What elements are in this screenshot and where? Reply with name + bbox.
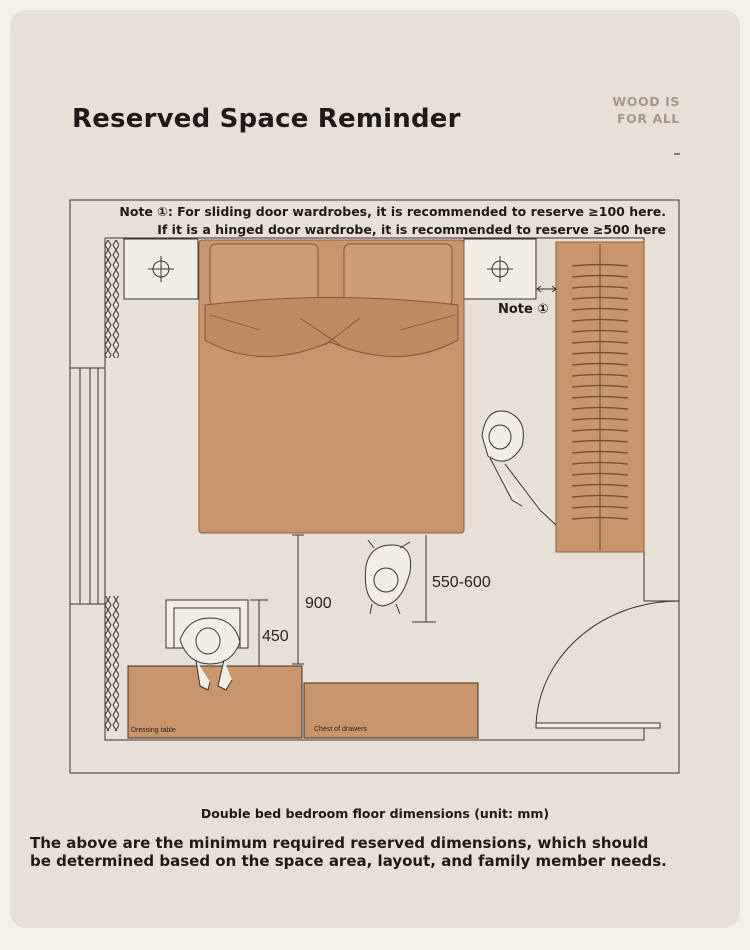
chest-of-drawers-label: Chest of drawers	[314, 726, 367, 733]
curtain-top	[105, 240, 119, 358]
chair-clearance-value: 450	[262, 628, 289, 645]
note-line-2: If it is a hinged door wardrobe, it is recommended to reserve ≥500 here	[157, 222, 666, 237]
nightstand-right	[464, 239, 536, 299]
note-line-1: Note ①: For sliding door wardrobes, it is recommended to reserve ≥100 here.	[119, 204, 666, 219]
curtain-bottom	[105, 596, 119, 731]
note-gap-marker	[537, 286, 556, 292]
walkway-value: 550-600	[432, 574, 491, 591]
door	[536, 601, 679, 728]
double-bed	[199, 240, 464, 533]
person-standing-icon	[365, 540, 410, 614]
bed-clearance-value: 900	[305, 595, 332, 612]
brand-line-1: WOOD IS	[612, 94, 680, 109]
footnote: The above are the minimum required reserved dimensions, which should be determined based on the space area, layout, and family member needs.	[30, 834, 667, 870]
page-title: Reserved Space Reminder	[72, 104, 461, 134]
wardrobe	[556, 242, 644, 552]
diagram-caption: Double bed bedroom floor dimensions (unit: mm)	[200, 806, 550, 821]
window	[70, 368, 105, 604]
brand-line-2: FOR ALL	[617, 111, 680, 126]
note-callout: Note ①	[498, 302, 549, 317]
person-walking-icon	[482, 411, 556, 525]
nightstand-left	[124, 239, 198, 299]
dressing-table-label: Dressing table	[131, 727, 176, 734]
wardrobe-note	[119, 203, 666, 239]
dimension-900	[292, 535, 304, 664]
